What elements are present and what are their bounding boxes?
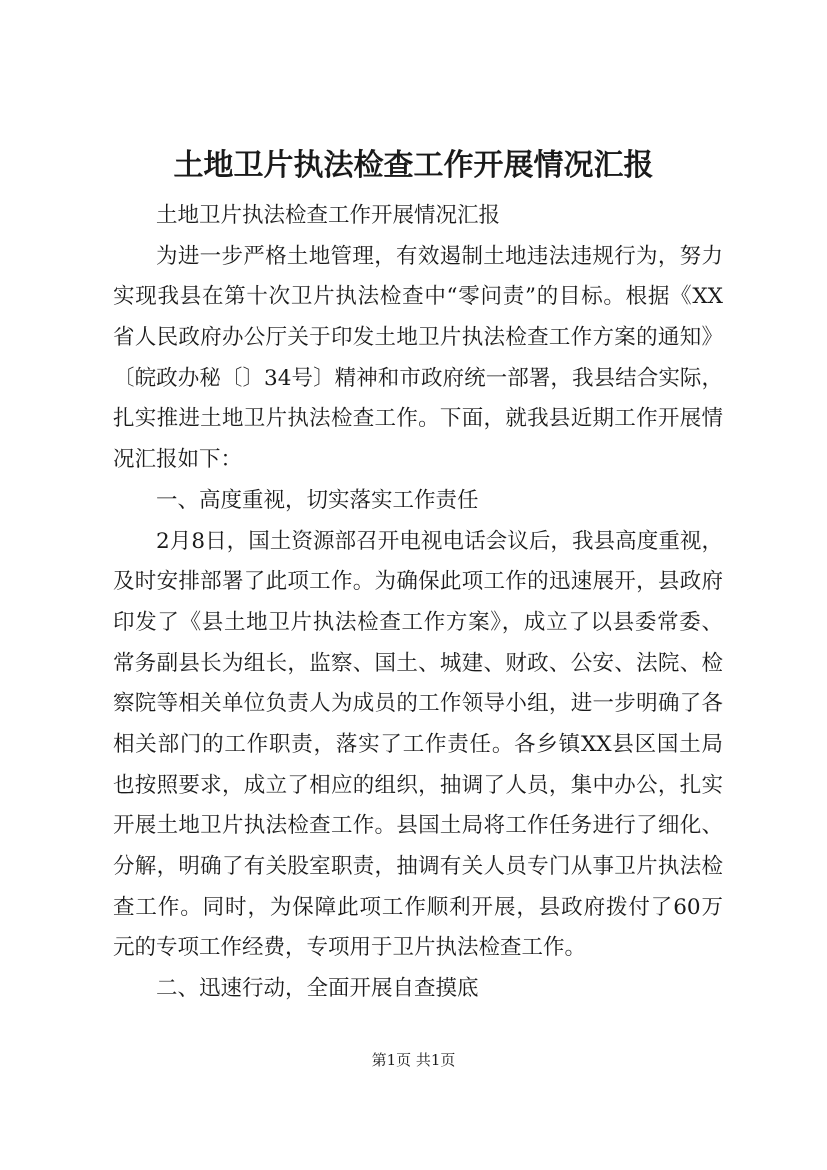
paragraph-line: 印发了《县土地卫片执法检查工作方案》，成立了以县委常委、: [113, 609, 723, 635]
paragraph-line: 也按照要求，成立了相应的组织，抽调了人员，集中办公，扎实: [113, 772, 723, 798]
paragraph-line: 常务副县长为组长，监察、国土、城建、财政、公安、法院、检: [113, 650, 723, 676]
document-title: 土地卫片执法检查工作开展情况汇报: [173, 148, 654, 183]
paragraph-line: 况汇报如下：: [113, 447, 243, 473]
document-body: [113, 196, 723, 1010]
paragraph-line: 分解，明确了有关股室职责，抽调有关人员专门从事卫片执法检: [113, 854, 723, 879]
paragraph-line: 实现我县在第十次卫片执法检查中“零问责”的目标。根据《XX: [113, 284, 723, 310]
section-heading: 二、迅速行动，全面开展自查摸底: [156, 976, 479, 1002]
paragraph-line: 相关部门的工作职责，落实了工作责任。各乡镇XX县区国土局: [113, 731, 723, 757]
paragraph-line: 〔皖政办秘〔〕34号〕精神和市政府统一部署，我县结合实际，: [113, 365, 723, 391]
paragraph-line: 元的专项工作经费，专项用于卫片执法检查工作。: [113, 935, 587, 961]
paragraph-line: 查工作。同时，为保障此项工作顺利开展，县政府拨付了60万: [113, 894, 723, 920]
paragraph-line: 2月8日，国土资源部召开电视电话会议后，我县高度重视，: [156, 528, 723, 554]
page-footer: 第1页 共1页: [371, 1051, 456, 1069]
subtitle-line: 土地卫片执法检查工作开展情况汇报: [156, 203, 501, 228]
paragraph-line: 为进一步严格土地管理，有效遏制土地违法违规行为，努力: [156, 243, 723, 269]
paragraph-line: 开展土地卫片执法检查工作。县国土局将工作任务进行了细化、: [113, 813, 723, 839]
paragraph-line: 察院等相关单位负责人为成员的工作领导小组，进一步明确了各: [113, 691, 723, 717]
paragraph-line: 省人民政府办公厅关于印发土地卫片执法检查工作方案的通知》: [113, 325, 723, 351]
paragraph-line: 及时安排部署了此项工作。为确保此项工作的迅速展开，县政府: [113, 569, 723, 595]
section-heading: 一、高度重视，切实落实工作责任: [156, 487, 479, 513]
paragraph-line: 扎实推进土地卫片执法检查工作。下面，就我县近期工作开展情: [113, 406, 723, 432]
